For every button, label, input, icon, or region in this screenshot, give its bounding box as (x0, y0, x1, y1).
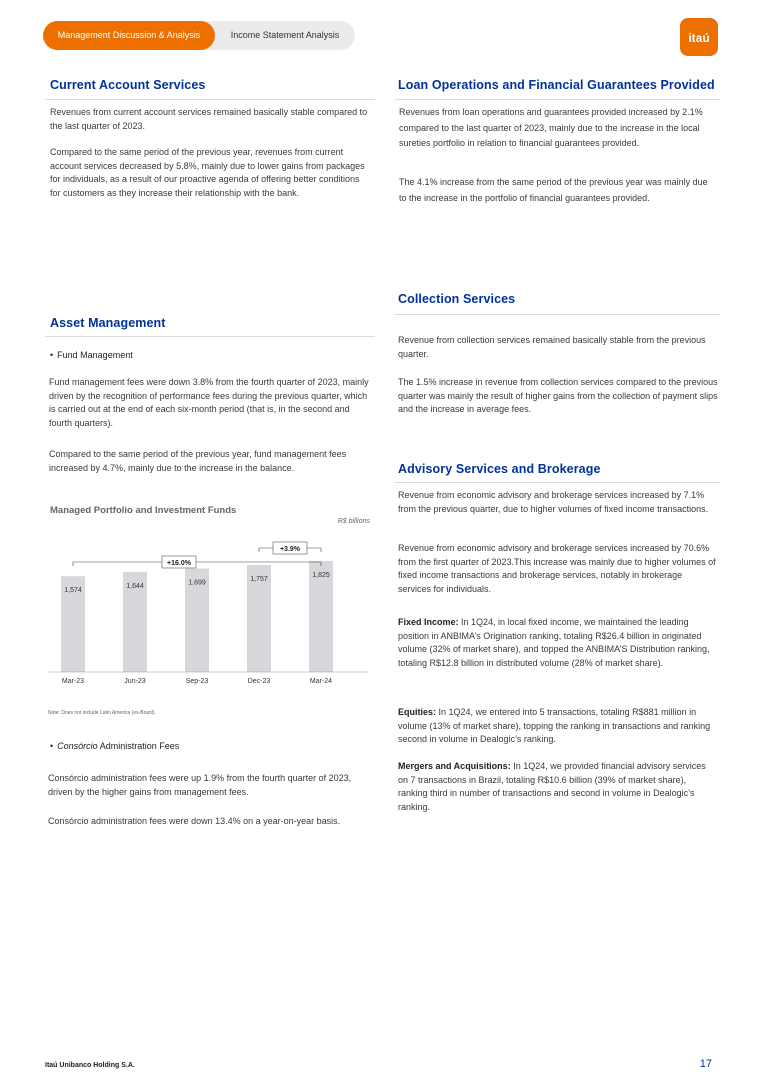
chart-category-label: Dec-23 (247, 678, 271, 685)
chart-value-label: 1,757 (250, 576, 268, 584)
current-account-title: Current Account Services (50, 78, 206, 92)
divider (395, 482, 720, 483)
managed-portfolio-chart (45, 530, 375, 690)
chart-annotation-label: +16.0% (167, 560, 191, 567)
section-tabs (43, 21, 355, 50)
consorcio-p1: Consórcio administration fees were up 1.9% from the fourth quarter of 2023, driven by the higher gains from management fees. (48, 773, 352, 797)
page-number: 17 (699, 1058, 712, 1070)
chart-value-label: 1,825 (312, 571, 330, 579)
advisory-title: Advisory Services and Brokerage (398, 462, 601, 476)
tab-income-statement[interactable]: Income Statement Analysis (230, 30, 340, 40)
chart-category-label: Mar-23 (61, 678, 85, 685)
collection-p2: The 1.5% increase in revenue from collection services compared to the previous quarter was mainly the result of higher gains from the collection of payment slips and the increase in average fees. (398, 377, 718, 414)
fixed-income-label: Fixed Income: (398, 617, 459, 627)
fund-management-label: Fund Management (57, 350, 133, 360)
chart-title: Managed Portfolio and Investment Funds (50, 505, 237, 516)
divider (45, 336, 375, 337)
asset-management-title: Asset Management (50, 316, 166, 330)
consorcio-label-rest: Administration Fees (97, 741, 180, 751)
fixed-income-paragraph (398, 616, 716, 670)
equities-paragraph (398, 706, 716, 747)
collection-p1: Revenue from collection services remained basically stable from the previous quarter. (398, 335, 706, 359)
loan-operations-title: Loan Operations and Financial Guarantees Provided (398, 78, 715, 92)
current-account-p1: Revenues from current account services remained basically stable compared to the last quarter of 2023. (50, 107, 368, 131)
advisory-p1: Revenue from economic advisory and brokerage services increased by 7.1% from the previous quarter, due to higher volumes of fixed income transactions. (398, 490, 709, 514)
fund-management-p1: Fund management fees were down 3.8% from the fourth quarter of 2023, mainly driven by the recognition of performance fees during the previous quarter, which is carried out at the end of each six-month period (that is, in the second and fourth quarters). (49, 377, 369, 428)
ma-text: In 1Q24, we provided financial advisory services on 7 transactions in Brazil, totaling R$10.6 billion (39% of market share), ranking third in number of transactions and second in volume in Dealogic’s ranking. (398, 761, 706, 812)
loan-operations-p2: The 4.1% increase from the same period of the previous year was mainly due to the increase in the portfolio of financial guarantees provided. (399, 177, 708, 203)
footer-company: Itaú Unibanco Holding S.A. (45, 1062, 135, 1069)
consorcio-label-italic: Consórcio (57, 741, 98, 751)
divider (45, 99, 375, 100)
chart-category-label: Sep-23 (185, 678, 209, 685)
current-account-p2: Compared to the same period of the previous year, revenues from current account services decreased by 5.8%, mainly due to lower gains from packages for individuals, as a result of our proactive agenda of offering better conditions for customers as they increase their relationship with the bank. (50, 147, 365, 198)
equities-label: Equities: (398, 707, 437, 717)
chart-category-label: Mar-24 (309, 678, 333, 685)
divider (395, 99, 720, 100)
chart-note: Note: Does not include Latin America (ex-Brazil). (48, 710, 156, 716)
consorcio-p2: Consórcio administration fees were down 13.4% on a year-on-year basis. (48, 816, 341, 826)
chart-units: R$ billions (337, 518, 370, 525)
divider (395, 314, 720, 315)
tab-management-discussion[interactable]: Management Discussion & Analysis (43, 21, 215, 50)
chart-value-label: 1,644 (126, 582, 144, 590)
ma-paragraph (398, 760, 716, 814)
fixed-income-text: In 1Q24, in local fixed income, we maintained the leading position in ANBIMA’s Origination ranking, totaling R$26.4 billion in originated volume (32% of market share), and topped the ANBIMA’S Distribution ranking, totaling R$12.8 billion in distributed volume (28% of market share). (398, 617, 710, 668)
consorcio-bullet: • Consórcio Administration Fees (50, 741, 180, 751)
ma-label: Mergers and Acquisitions: (398, 761, 511, 771)
equities-text: In 1Q24, we entered into 5 transactions, totaling R$881 million in volume (13% of market share), topping the ranking in transactions and ranking second in volume in Dealogic’s ranking. (398, 707, 711, 744)
chart-value-label: 1,574 (64, 587, 82, 595)
chart-annotation-label: +3.9% (279, 546, 301, 553)
chart-category-label: Jun-23 (124, 678, 146, 685)
collection-title: Collection Services (398, 292, 516, 306)
chart-value-label: 1,699 (188, 579, 206, 587)
fund-management-p2: Compared to the same period of the previous year, fund management fees increased by 4.7%, mainly due to the increase in the balance. (49, 449, 347, 473)
fund-management-bullet: • Fund Management (50, 350, 133, 360)
loan-operations-p1: Revenues from loan operations and guarantees provided increased by 2.1% compared to the last quarter of 2023, mainly due to the increase in the local sureties portfolio in relation to financial guarantees provided. (399, 107, 703, 148)
advisory-p2: Revenue from economic advisory and brokerage services increased by 70.6% from the first quarter of 2023.This increase was mainly due to higher volumes of fixed income transactions and brokerage services, notably in brokerage services for individuals. (398, 543, 716, 594)
itau-logo: itaú (680, 18, 718, 56)
